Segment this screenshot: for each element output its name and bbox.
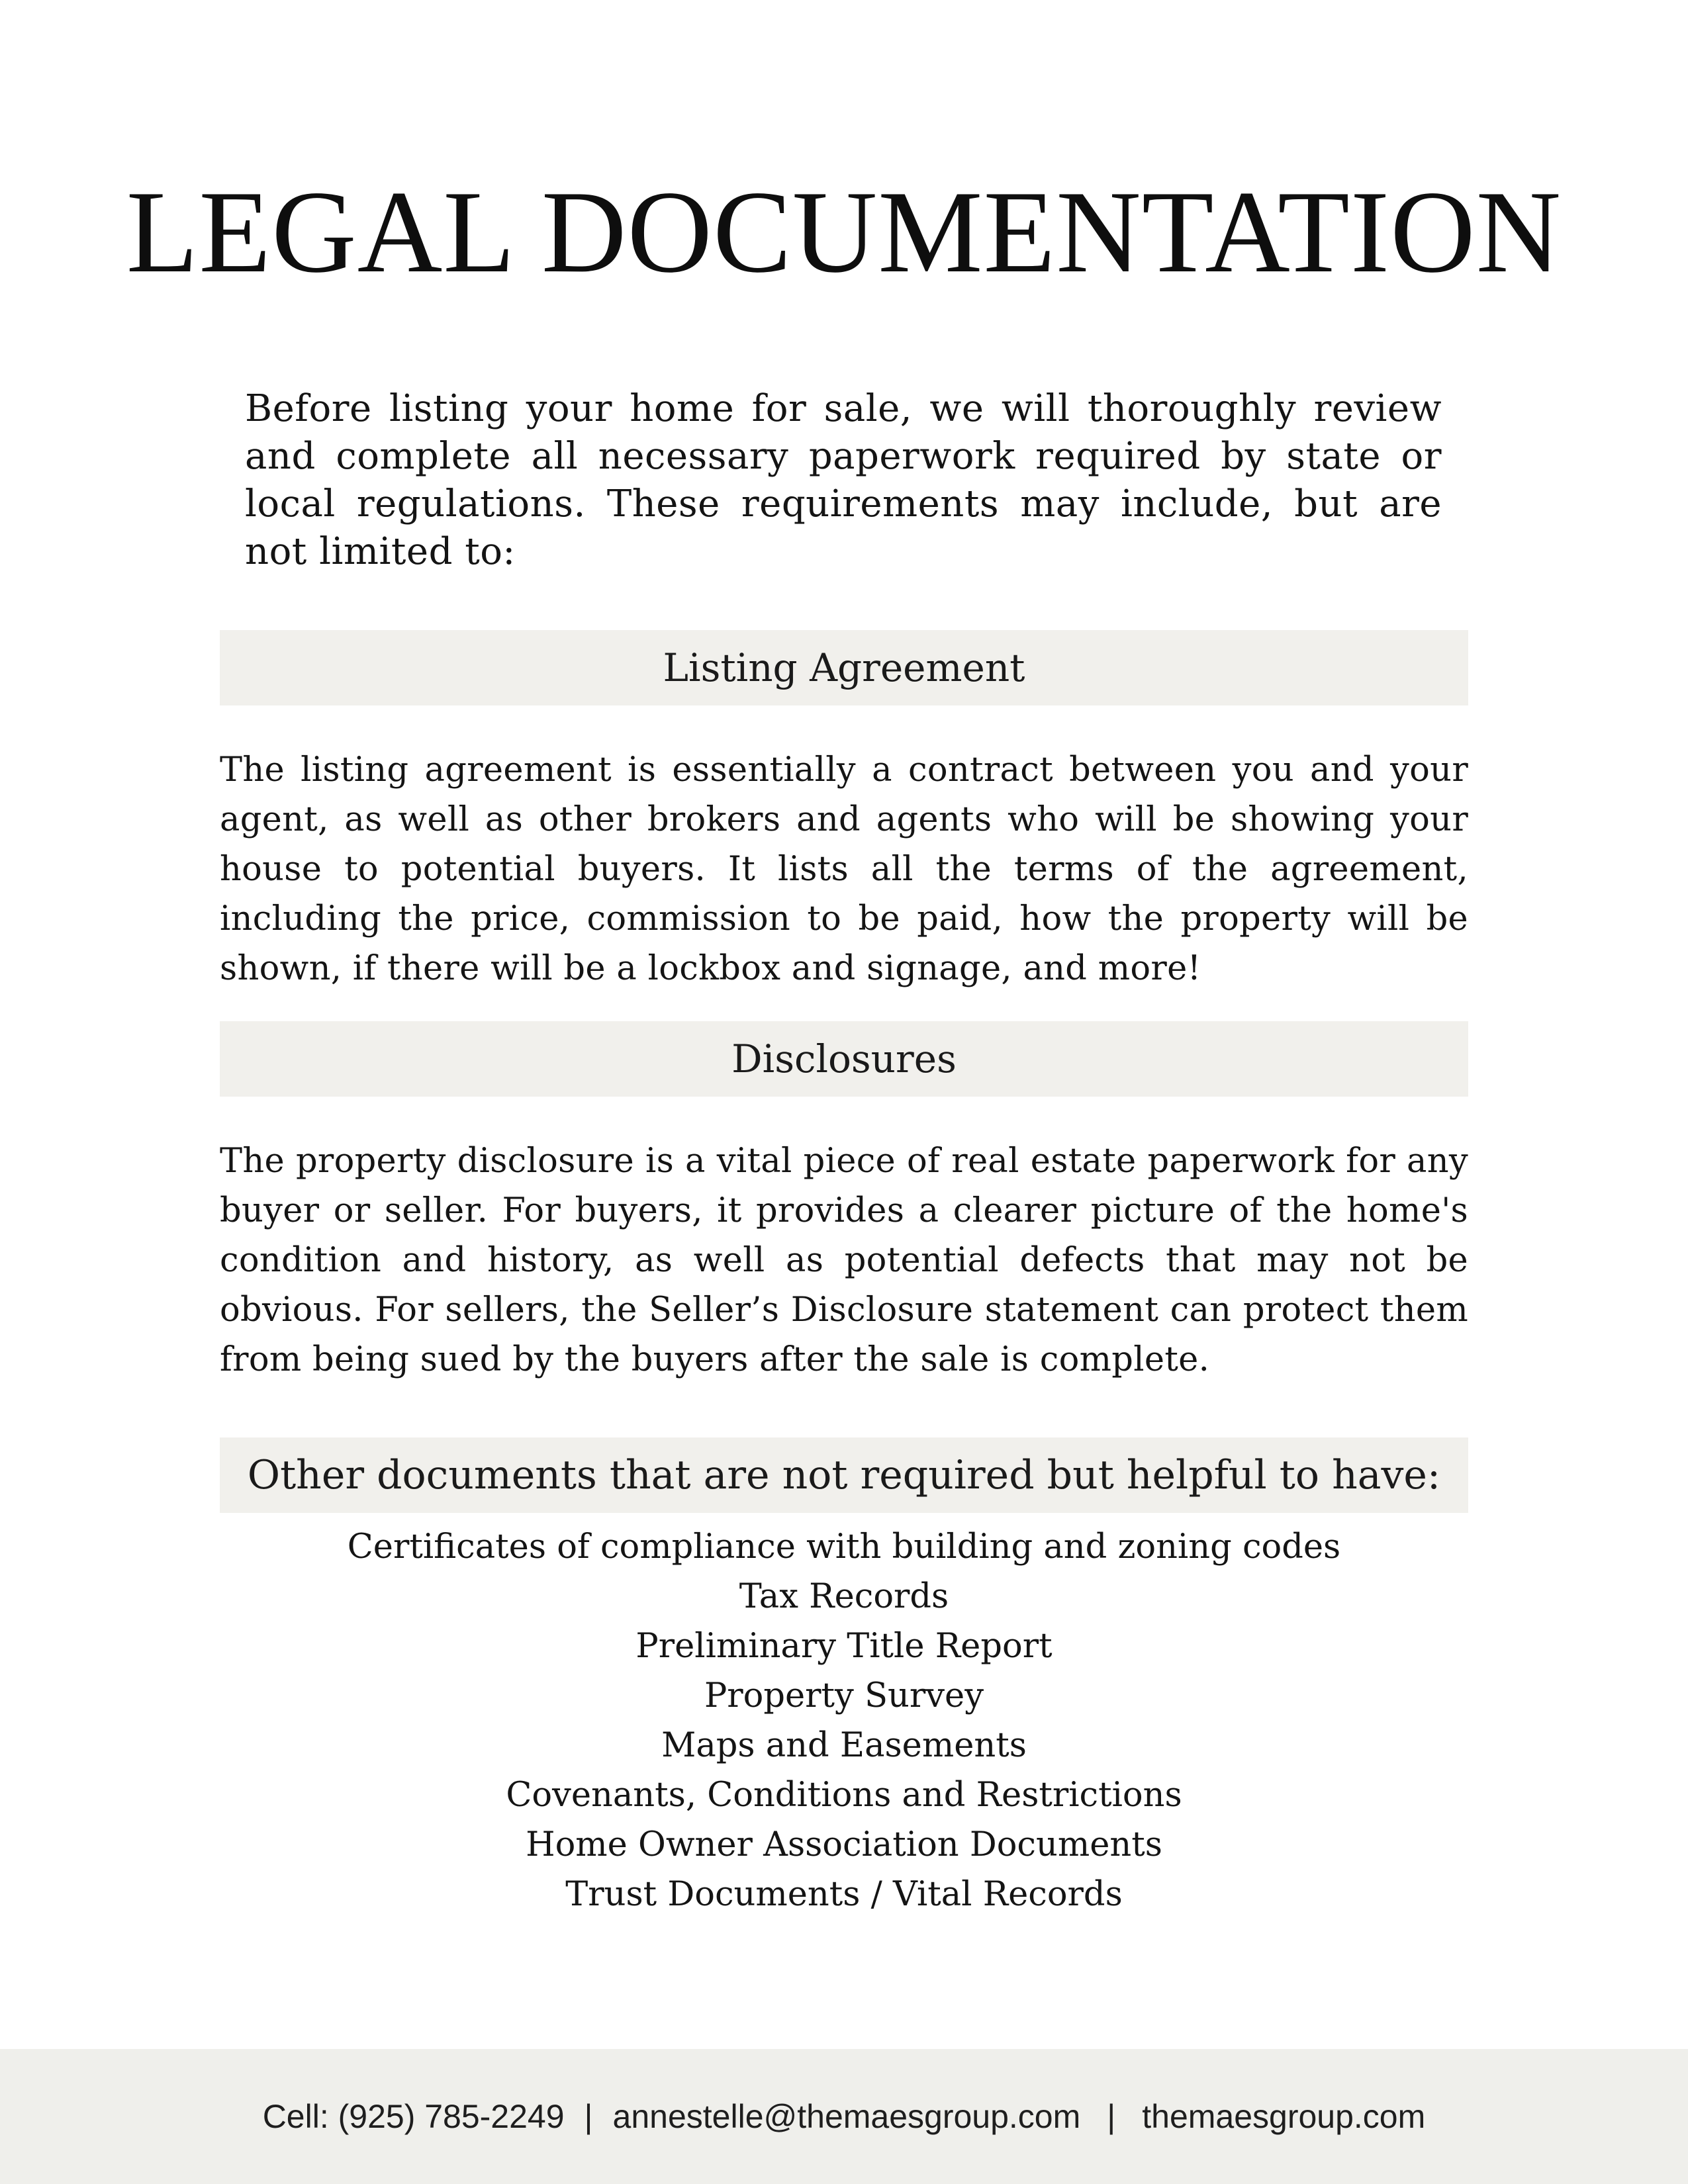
footer-email-link[interactable]: annestelle@themaesgroup.com	[612, 2098, 1081, 2135]
contact-footer	[0, 2049, 1688, 2184]
list-item: Home Owner Association Documents	[526, 1825, 1162, 1864]
listing-agreement-paragraph: The listing agreement is essentially a contract between you and your agent, as well as other brokers and agents who will be showing your house to potential buyers. It lists all the terms of the agreement, including the price, commission to be paid, how the property will be shown, if there will be a lockbox and signage, and more!	[220, 751, 1468, 988]
disclosures-paragraph: The property disclosure is a vital piece of real estate paperwork for any buyer or seller. For buyers, it provides a clearer picture of the home's condition and history, as well as potential defects that may not be obvious. For sellers, the Seller’s Disclosure statement can protect them from being sued by the buyers after the sale is complete.	[220, 1142, 1468, 1379]
footer-separator: |	[584, 2098, 593, 2135]
list-item: Property Survey	[704, 1676, 984, 1715]
list-item: Maps and Easements	[661, 1726, 1027, 1765]
footer-separator: |	[1107, 2098, 1116, 2135]
list-item: Tax Records	[739, 1577, 949, 1616]
intro-paragraph: Before listing your home for sale, we will thoroughly review and complete all necessary paperwork required by state or local regulations. These requirements may include, but are not limited to:	[245, 387, 1442, 573]
section-heading-listing-agreement: Listing Agreement	[220, 630, 1468, 705]
list-item: Trust Documents / Vital Records	[565, 1875, 1123, 1914]
footer-website-link[interactable]: themaesgroup.com	[1142, 2098, 1426, 2135]
list-item: Covenants, Conditions and Restrictions	[506, 1776, 1182, 1815]
section-heading-disclosures: Disclosures	[220, 1021, 1468, 1097]
list-item: Certificates of compliance with building and zoning codes	[347, 1527, 1341, 1567]
list-item: Preliminary Title Report	[635, 1627, 1053, 1666]
other-documents-list	[220, 1522, 1468, 1919]
section-heading-other-documents: Other documents that are not required but helpful to have:	[220, 1437, 1468, 1513]
footer-cell-phone[interactable]: Cell: (925) 785-2249	[262, 2098, 565, 2135]
page-title: LEGAL DOCUMENTATION	[126, 166, 1562, 297]
